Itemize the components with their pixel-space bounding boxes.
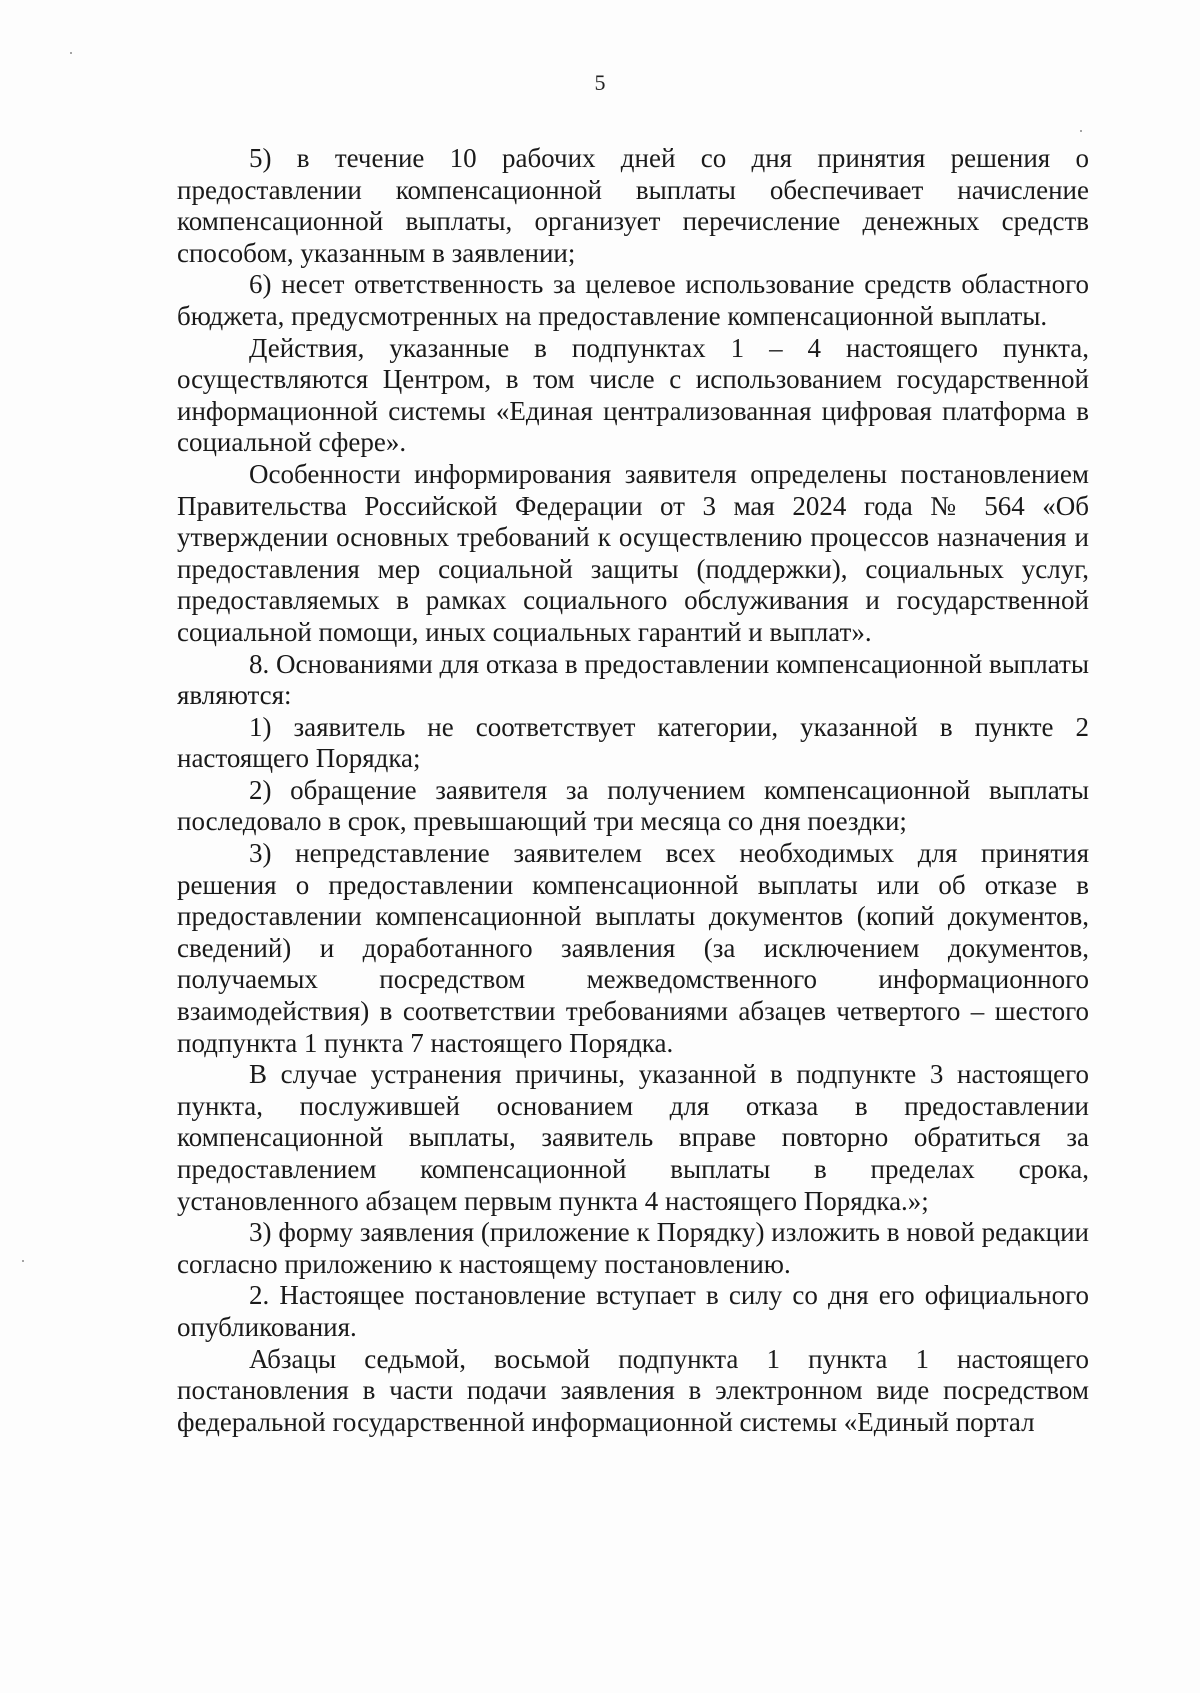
paragraph-refusal-ground-1: 1) заявитель не соответствует категории, указанной в пункте 2 настоящего Порядка;	[177, 711, 1089, 774]
paragraph-informing-features: Особенности информирования заявителя определены постановлением Правительства Российской Федерации от 3 мая 2024 года № 564 «Об утверждении основных требований к осуществлению процессов назначения и предоставления мер социальной защиты (поддержки), социальных услуг, предоставляемых в рамках социального обслуживания и государственной социальной помощи, иных социальных гарантий и выплат».	[177, 458, 1089, 647]
paragraph-actions-center: Действия, указанные в подпунктах 1 – 4 настоящего пункта, осуществляются Центром, в том числе с использованием государственной информационной системы «Единая централизованная цифровая платформа в социальной сфере».	[177, 332, 1089, 458]
paragraph-subitem-6-responsibility: 6) несет ответственность за целевое использование средств областного бюджета, предусмотренных на предоставление компенсационной выплаты.	[177, 269, 1089, 331]
scan-speck	[70, 52, 72, 54]
paragraph-entry-into-force: 2. Настоящее постановление вступает в силу со дня его официального опубликования.	[177, 1280, 1089, 1342]
paragraph-reapplication: В случае устранения причины, указанной в подпункте 3 настоящего пункта, послужившей основанием для отказа в предоставлении компенсационной выплаты, заявитель вправе повторно обратиться за предоставлением компенсационной выплаты в пределах срока, установленного абзацем первым пункта 4 настоящего Порядка.»;	[177, 1059, 1089, 1216]
paragraph-electronic-submission: Абзацы седьмой, восьмой подпункта 1 пункта 1 настоящего постановления в части подачи заявления в электронном виде посредством федеральной государственной информационной системы «Единый портал	[177, 1343, 1089, 1437]
paragraph-subitem-5-payment-accrual: 5) в течение 10 рабочих дней со дня принятия решения о предоставлении компенсационной выплаты обеспечивает начисление компенсационной выплаты, организует перечисление денежных средств способом, указанным в заявлении;	[177, 143, 1089, 268]
page-number: 5	[594, 70, 606, 95]
scan-speck	[1080, 130, 1082, 132]
paragraph-form-amendment: 3) форму заявления (приложение к Порядку) изложить в новой редакции согласно приложению к настоящему постановлению.	[177, 1217, 1089, 1279]
document-body	[177, 143, 1089, 1438]
scan-speck	[22, 1260, 24, 1262]
paragraph-refusal-ground-3: 3) непредставление заявителем всех необходимых для принятия решения о предоставлении компенсационной выплаты или об отказе в предоставлении компенсационной выплаты документов (копий документов, сведений) и доработанного заявления (за исключением документов, получаемых посредством межведомственного информационного взаимодействия) в соответствии требованиями абзацев четвертого – шестого подпункта 1 пункта 7 настоящего Порядка.	[177, 838, 1089, 1058]
paragraph-refusal-ground-2: 2) обращение заявителя за получением компенсационной выплаты последовало в срок, превышающий три месяца со дня поездки;	[177, 774, 1089, 837]
paragraph-item-8-refusal-grounds: 8. Основаниями для отказа в предоставлении компенсационной выплаты являются:	[177, 648, 1089, 711]
